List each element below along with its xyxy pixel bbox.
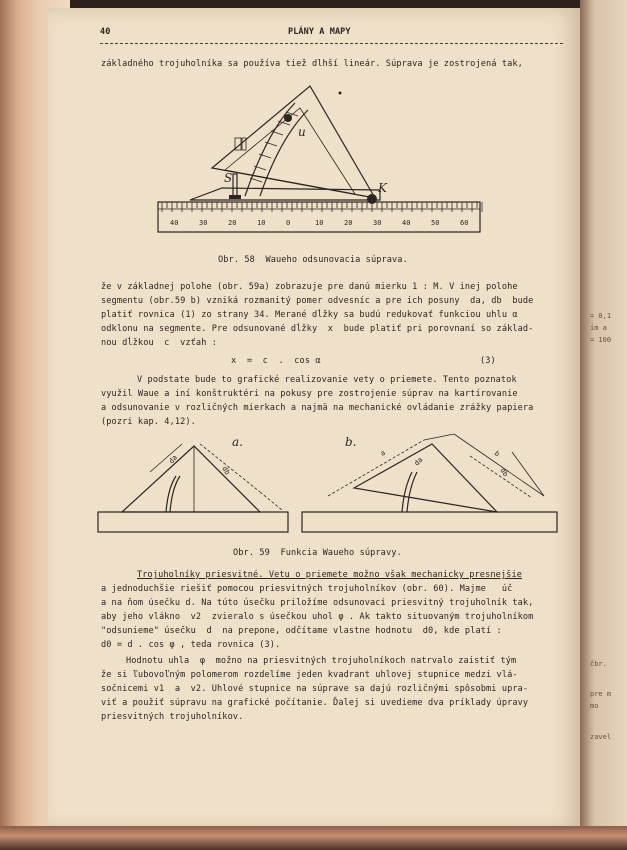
ruler-label: 10	[315, 219, 324, 227]
label-db-a: db	[220, 465, 232, 477]
page-bottom-edge	[0, 826, 627, 850]
header-rule	[100, 43, 563, 44]
text-line: platiť rovnica (1) zo strany 34. Merané dĺžky sa budú redukovať funkciou uhlu α	[101, 310, 518, 320]
label-k: K	[378, 181, 387, 195]
text-line: priesvitných trojuholníkov.	[101, 712, 244, 722]
base-plate-b	[302, 512, 557, 532]
text-line: a jednoduchšie riešiť pomocou priesvitných trojuholníkov (obr. 60). Majme úč	[101, 584, 513, 594]
facing-page-edge	[580, 0, 627, 850]
text-line: viť a použiť súpravu na grafické počítanie. Ďalej si uvedieme dva príklady úpravy	[101, 698, 529, 708]
facing-page-fragment: čbr.	[590, 660, 607, 668]
label-s: S	[224, 171, 233, 185]
text-line: aby jeho vláknо v2 zvieralo s úsečkou uhol φ . Ak takto situovaným trojuholníkom	[101, 612, 534, 622]
ruler-label: 20	[344, 219, 353, 227]
facing-page-fragment: zavel	[590, 733, 612, 741]
label-da-b: da	[412, 455, 425, 468]
text-line: Trojuholníky priesvitné. Vetu o priemete možno však mechanicky presnejšie	[137, 570, 522, 580]
text-line: základného trojuholníka sa používa tiež dlhší lineár. Súprava je zostrojená tak,	[101, 59, 523, 69]
ruler-label: 40	[402, 219, 411, 227]
equation: x = c . cos α	[231, 356, 321, 366]
figure-59-caption: Obr. 59 Funkcia Waueho súpravy.	[233, 548, 402, 558]
label-db-b: db	[498, 466, 510, 479]
ruler-label: 40	[170, 219, 179, 227]
ruler-label: 10	[257, 219, 266, 227]
text-line: že si ľubovoľným polomerom rozdelíme jeden kvadrant uhlovej stupnice medzi vlá-	[101, 670, 518, 680]
ruler-label: 20	[228, 219, 237, 227]
figure-59-drawing	[92, 432, 562, 540]
base-plate-a	[98, 512, 288, 532]
facing-page-fragment: ím a	[590, 324, 607, 332]
text-line: d0 = d . cos φ , teda rovnica (3).	[101, 640, 281, 650]
equation-number: (3)	[480, 356, 496, 366]
ruler-label: 60	[460, 219, 469, 227]
text-line: a odsunovanie v rozličných mierkach a najmä na mechanické ovládanie zrážky papiera	[101, 403, 534, 413]
facing-page-fragment: mo	[590, 702, 599, 710]
ruler-label: 30	[199, 219, 208, 227]
text-line: Hodnotu uhla φ možno na priesvitných trojuholníkoch natrvalo zaistiť tým	[126, 656, 517, 666]
text-line: sočnicemi v1 a v2. Uhlové stupnice na súprave sa dajú rozličnými spôsobmi upra-	[101, 684, 529, 694]
label-a: a.	[232, 435, 243, 449]
text-line: odklonu na segmente. Pre odsunované dĺžky x bude platiť pri porovnaní so základ-	[101, 324, 534, 334]
facing-page-fragment: = 0,1	[590, 312, 612, 320]
text-line: že v základnej polohe (obr. 59a) zobrazuje pre danú mierku 1 : M. V inej polohe	[101, 282, 518, 292]
text-line: "odsunieme" úsečku d na prepone, odčítame vlastne hodnotu d0, kde platí :	[101, 626, 502, 636]
ruler-label: 0	[286, 219, 291, 227]
text-line: využil Waue a iní konštruktéri na pokusy pre zostrojenie súprav na kartírovanie	[101, 389, 518, 399]
ruler-label: 50	[431, 219, 440, 227]
facing-page-fragment: pre m	[590, 690, 612, 698]
page-number: 40	[100, 27, 111, 37]
label-b-b: b	[492, 449, 502, 459]
text-line: segmentu (obr.59 b) vzniká rozmanitý pomer odvesníc a pre ich posuny da, db bude	[101, 296, 534, 306]
text-line: a na ňom úsečku d. Na túto úsečku priložíme odsunovací priesvitný trojuholník tak,	[101, 598, 534, 608]
figure-58-caption: Obr. 58 Waueho odsunovacia súprava.	[218, 255, 408, 265]
label-u: u	[298, 125, 306, 139]
text-line: V podstate bude to grafické realizovanie vety o priemete. Tento poznatok	[137, 375, 517, 385]
figure-58-drawing	[150, 78, 490, 240]
label-b: b.	[345, 435, 357, 449]
label-da-a: da	[167, 453, 179, 466]
label-a-b: a	[379, 448, 387, 458]
text-line: (pozri kap. 4,12).	[101, 417, 196, 427]
ruler-label: 30	[373, 219, 382, 227]
facing-page-fragment: = 100	[590, 336, 612, 344]
running-title: PLÁNY A MAPY	[288, 27, 351, 37]
text-line: nou dĺžkou c vzťah :	[101, 338, 218, 348]
